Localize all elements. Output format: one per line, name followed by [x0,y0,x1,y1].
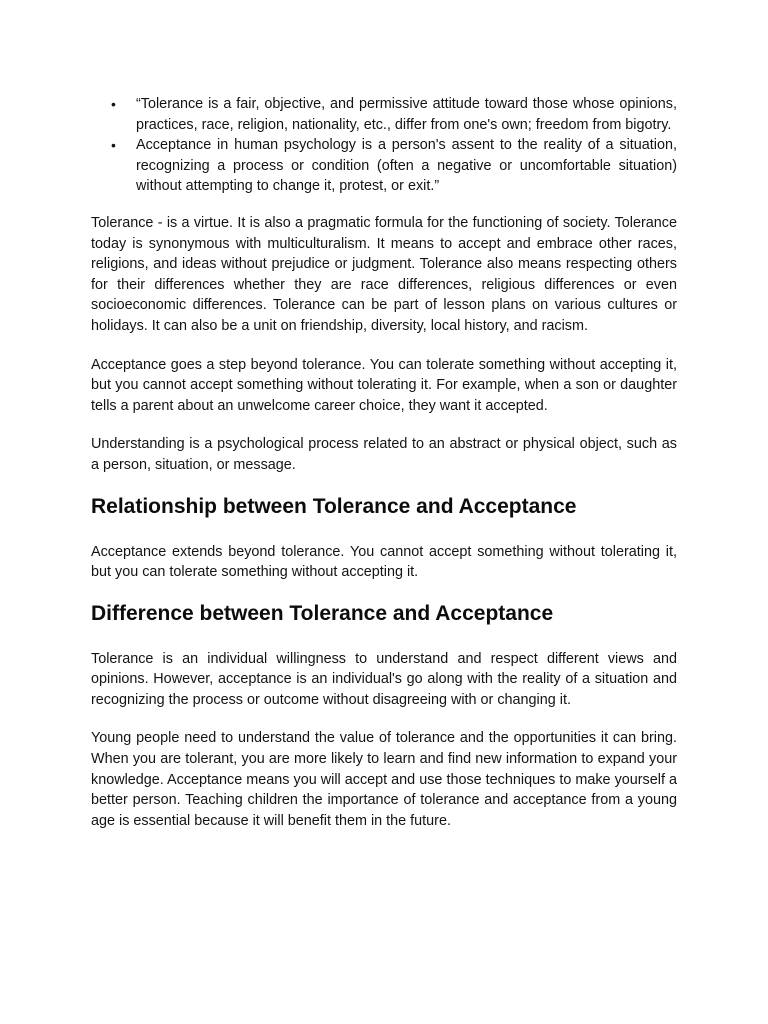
bullet-point-icon: • [111,137,116,154]
paragraph-difference: Tolerance is an individual willingness to understand and respect different views and opinions. However, acceptance is an individual's go along with the reality of a situation and recognizing the process or outcome without disagreeing with or changing it. [91,650,677,708]
heading-relationship: Relationship between Tolerance and Acceptance [91,494,577,518]
definition-bullet-list [91,94,677,197]
paragraph-acceptance: Acceptance goes a step beyond tolerance. You can tolerate something without accepting it, but you cannot accept something without tolerating it. For example, when a son or daughter tells a parent about an unwelcome career choice, they want it accepted. [91,356,677,414]
paragraph-understanding: Understanding is a psychological process related to an abstract or physical object, such as a person, situation, or message. [91,436,677,473]
heading-difference: Difference between Tolerance and Acceptance [91,601,554,625]
bullet-item-acceptance-definition [91,135,677,197]
paragraph-relationship: Acceptance extends beyond tolerance. You cannot accept something without tolerating it, but you can tolerate something without accepting it. [91,543,677,581]
bullet-text: Acceptance in human psychology is a person's assent to the reality of a situation, recognizing a process or condition (often a negative or uncomfortable situation) without attempting to change it, protest, or exit.” [136,137,677,195]
paragraph-young-people: Young people need to understand the value of tolerance and the opportunities it can bring. When you are tolerant, you are more likely to learn and find new information to expand your knowledge. Acceptance means you will accept and use those techniques to make yourself a better person. Teaching children the importance of tolerance and acceptance from a young age is essential because it will benefit them in the future. [91,730,677,829]
document-page [91,94,677,849]
bullet-text: “Tolerance is a fair, objective, and permissive attitude toward those whose opinions, practices, race, religion, nationality, etc., differ from one's own; freedom from bigotry. [136,96,677,133]
bullet-item-tolerance-definition [91,94,677,135]
bullet-point-icon: • [111,96,116,112]
paragraph-tolerance: Tolerance - is a virtue. It is also a pragmatic formula for the functioning of society. Tolerance today is synonymous with multiculturalism. It means to accept and embrace other races, religions, and ideas without prejudice or judgment. Tolerance also means respecting others for their differences whether they are race differences, religious differences or even socioeconomic differences. Tolerance can be part of lesson plans on various cultures or holidays. It can also be a unit on friendship, diversity, local history, and racism. [91,214,677,334]
